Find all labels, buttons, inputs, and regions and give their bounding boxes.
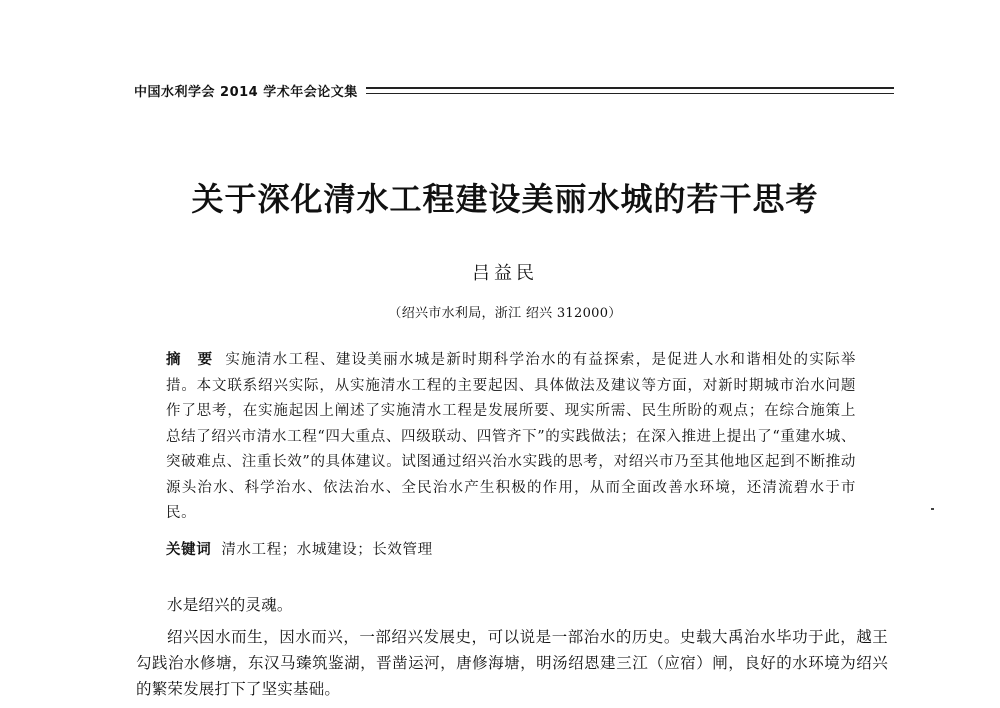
keywords-section	[166, 538, 856, 564]
journal-name: 中国水利学会 2014 学术年会论文集	[134, 84, 358, 100]
running-header	[134, 80, 894, 100]
author-name: 吕益民	[472, 263, 538, 284]
body-text	[136, 592, 888, 708]
body-paragraph-2: 绍兴因水而生，因水而兴，一部绍兴发展史，可以说是一部治水的历史。史载大禹治水毕功于此，越王勾践治水修塘，东汉马臻筑鉴湖，晋凿运河，唐修海塘，明汤绍恩建三江（应宿）闸，良好的水环境为绍兴的繁荣发展打下了坚实基础。	[136, 628, 888, 698]
abstract-paragraph	[166, 348, 856, 527]
abstract-section	[166, 348, 856, 527]
header-double-rule	[366, 87, 894, 94]
keywords-label: 关键词	[166, 542, 212, 558]
abstract-text: 实施清水工程、建设美丽水城是新时期科学治水的有益探索，是促进人水和谐相处的实际举措。本文联系绍兴实际，从实施清水工程的主要起因、具体做法及建议等方面，对新时期城市治水问题作了思考，在实施起因上阐述了实施清水工程是发展所要、现实所需、民生所盼的观点；在综合施策上总结了绍兴市清水工程“四大重点、四级联动、四管齐下”的实践做法；在深入推进上提出了“重建水城、突破难点、注重长效”的具体建议。试图通过绍兴治水实践的思考，对绍兴市乃至其他地区起到不断推动源头治水、科学治水、依法治水、全民治水产生积极的作用，从而全面改善水环境，还清流碧水于市民。	[166, 352, 856, 521]
abstract-label: 摘 要	[166, 352, 214, 368]
paper-title: 关于深化清水工程建设美丽水城的若干思考	[191, 180, 819, 218]
keywords-text: 清水工程；水城建设；长效管理	[221, 542, 433, 558]
body-paragraph-1: 水是绍兴的灵魂。	[167, 596, 293, 614]
author-affiliation: （绍兴市水利局，浙江 绍兴 312000）	[388, 306, 622, 321]
scan-speck	[931, 508, 934, 510]
